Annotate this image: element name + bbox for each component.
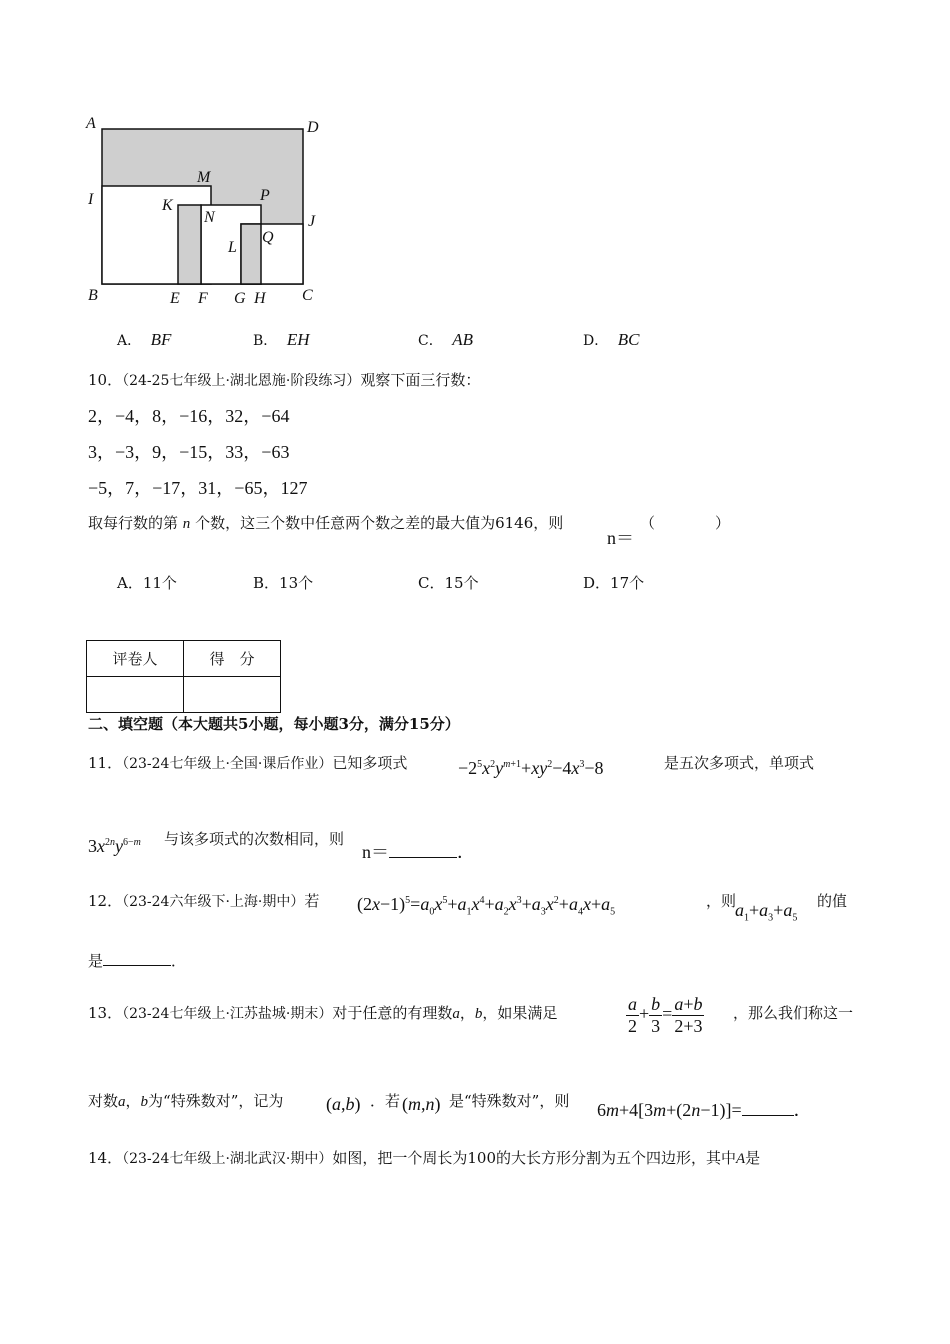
q11-answer[interactable]: n＝ ． bbox=[362, 842, 475, 862]
label-M: M bbox=[197, 169, 211, 186]
q10-option-a[interactable]: A．11个 bbox=[117, 574, 177, 592]
q10-option-c[interactable]: C．15个 bbox=[418, 574, 479, 592]
q10-row-3: −5，7，−17，31，−65，127 bbox=[88, 478, 308, 498]
geometry-figure bbox=[80, 110, 330, 310]
label-J: J bbox=[308, 213, 316, 230]
q10-row-1: 2，−4，8，−16，32，−64 bbox=[88, 406, 290, 426]
q12-sum-expr: $a_1+a_3+a_5$ bbox=[735, 900, 798, 924]
q11-line-1: 11．（23-24七年级上·全国·课后作业）已知多项式 bbox=[88, 754, 408, 772]
label-G: G bbox=[234, 290, 246, 307]
score-table-score-cell[interactable] bbox=[184, 677, 281, 713]
label-K: K bbox=[162, 197, 173, 214]
q9-option-c[interactable]: C． AB bbox=[418, 330, 474, 349]
q11-monomial: $3x^{2n}y^{6-m}$ bbox=[88, 836, 141, 856]
label-B: B bbox=[88, 287, 98, 304]
q10-n-equals: n＝ bbox=[607, 528, 634, 548]
q12-line-1: 12．（23-24六年级下·上海·期中）若 bbox=[88, 892, 320, 910]
q9-option-d[interactable]: D． BC bbox=[583, 330, 640, 349]
section-2-title: 二、填空题（本大题共5小题，每小题3分，满分15分） bbox=[88, 715, 460, 733]
q13-line-1-end: ，那么我们称这一 bbox=[733, 1004, 854, 1022]
shaded-rect-lgh bbox=[241, 224, 261, 284]
label-I: I bbox=[88, 191, 94, 208]
label-N: N bbox=[204, 209, 215, 226]
label-D: D bbox=[307, 119, 319, 136]
q13-pair-ab: (a,b) bbox=[326, 1094, 361, 1114]
q13-special-pair: 是“特殊数对”，则 bbox=[449, 1092, 570, 1110]
q12-expansion: $(2x-1)^5=a_0x^5+a_1x^4+a_2x^3+a_3x^2+a_4x+a_5$ bbox=[357, 894, 616, 918]
label-P: P bbox=[260, 187, 270, 204]
q9-option-b[interactable]: B． EH bbox=[253, 330, 310, 349]
q10-row-2: 3，−3，9，−15，33，−63 bbox=[88, 442, 290, 462]
score-table bbox=[86, 640, 281, 713]
q10-answer-paren: （ ） bbox=[640, 514, 731, 532]
label-E: E bbox=[170, 290, 180, 307]
q13-blank[interactable] bbox=[742, 1103, 794, 1116]
score-table-score-header: 得 分 bbox=[184, 641, 281, 677]
q11-blank[interactable] bbox=[389, 845, 457, 858]
q14-line-1: 14．（23-24七年级上·湖北武汉·期中）如图，把一个周长为100的大长方形分割为五个四边形，其中A是 bbox=[88, 1149, 761, 1167]
q13-pair-mn: (m,n) bbox=[402, 1094, 441, 1114]
q12-blank[interactable] bbox=[103, 953, 171, 966]
label-H: H bbox=[254, 290, 266, 307]
q13-expression[interactable]: 6m+4[3m+(2n−1)]= ． bbox=[597, 1100, 812, 1120]
q9-option-a[interactable]: A． BF bbox=[117, 330, 172, 349]
q13-line-2: 对数a，b为“特殊数对”，记为 bbox=[88, 1092, 284, 1110]
label-L: L bbox=[228, 239, 237, 256]
q13-if: ．若 bbox=[370, 1092, 401, 1110]
q11-line-2: 与该多项式的次数相同，则 bbox=[164, 830, 345, 848]
q12-line-2[interactable]: 是 ． bbox=[88, 952, 187, 970]
label-C: C bbox=[302, 287, 313, 304]
q12-then: ，则 bbox=[706, 892, 737, 910]
q10-option-d[interactable]: D．17个 bbox=[583, 574, 645, 592]
shaded-rect-kef bbox=[178, 205, 201, 284]
q11-polynomial: $-2^5x^2y^{m+1}+xy^2-4x^3-8$ bbox=[458, 758, 604, 778]
q13-line-1: 13．（23-24七年级上·江苏盐城·期末）对于任意的有理数a，b，如果满足 bbox=[88, 1004, 558, 1022]
label-A: A bbox=[86, 115, 96, 132]
q12-value-of: 的值 bbox=[817, 892, 848, 910]
q10-stem: 10．（24-25七年级上·湖北恩施·阶段练习）观察下面三行数： bbox=[88, 371, 481, 389]
label-F: F bbox=[198, 290, 208, 307]
q13-fraction-condition: $\frac{a}{2}$ + $\frac{b}{3}$ = $\frac{a+b}{2+3}$ bbox=[628, 994, 703, 1036]
score-table-grader-cell[interactable] bbox=[87, 677, 184, 713]
q10-question: 取每行数的第 n 个数，这三个数中任意两个数之差的最大值为6146，则 bbox=[88, 514, 564, 532]
score-table-grader-header: 评卷人 bbox=[87, 641, 184, 677]
label-Q: Q bbox=[262, 229, 274, 246]
q11-line-1-end: 是五次多项式，单项式 bbox=[664, 754, 815, 772]
q10-option-b[interactable]: B．13个 bbox=[253, 574, 314, 592]
